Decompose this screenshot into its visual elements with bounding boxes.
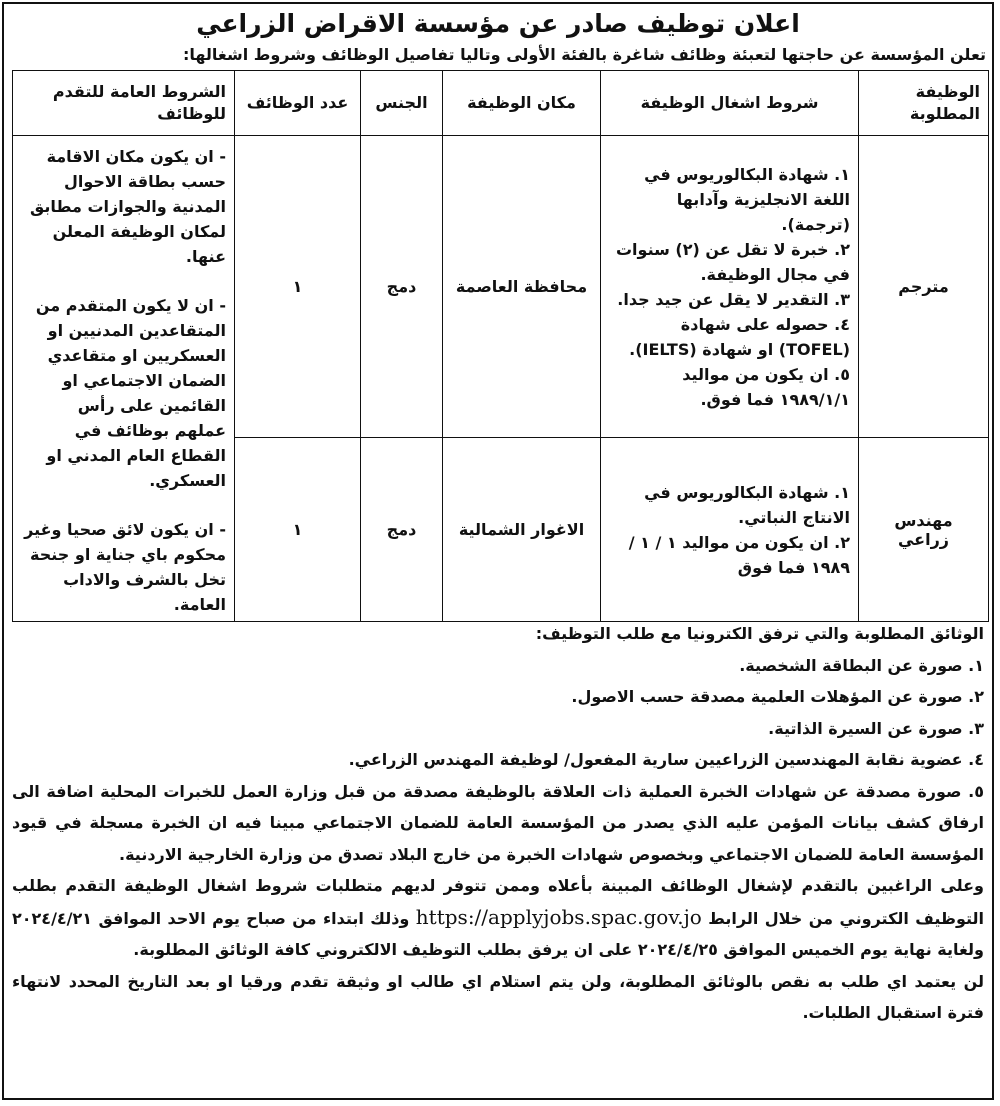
header-location: مكان الوظيفة	[443, 71, 601, 136]
document-item: ١. صورة عن البطاقة الشخصية.	[739, 655, 984, 675]
jobs-table	[12, 70, 989, 622]
job-conditions	[601, 438, 859, 622]
document-item: ٤. عضوية نقابة المهندسين الزراعيين سارية المفعول/ لوظيفة المهندس الزراعي.	[348, 750, 984, 769]
general-condition-item: - ان يكون لائق صحيا وغير محكوم باي جناية او جنحة تخل بالشرف والاداب العامة.	[24, 520, 226, 614]
job-location: محافظة العاصمة	[443, 136, 601, 438]
announcement-title: اعلان توظيف صادر عن مؤسسة الاقراض الزراعي	[196, 9, 800, 38]
condition-item: ١. شهادة البكالوريوس في اللغة الانجليزية وآدابها (ترجمة).	[644, 164, 850, 234]
document-item: ٣. صورة عن السيرة الذاتية.	[768, 718, 984, 738]
job-title: مهندس زراعي	[859, 438, 989, 622]
job-announcement	[2, 2, 994, 1100]
header-general-conditions: الشروط العامة للتقدم للوظائف	[13, 71, 235, 136]
documents-heading: الوثائق المطلوبة والتي ترفق الكترونيا مع طلب التوظيف:	[535, 624, 984, 643]
application-text-after: وذلك ابتداء من صباح يوم الاحد الموافق ٢٠٢٤/٤/٢١ ولغاية نهاية يوم الخميس الموافق ٢٠٢٤/٤/٢٥ على ان يرفق بطلب التوظيف الالكتروني كافة الوثائق المطلوبة.	[12, 908, 984, 959]
job-conditions	[601, 136, 859, 438]
job-count: ١	[235, 438, 361, 622]
application-instructions	[12, 870, 984, 966]
header-gender: الجنس	[361, 71, 443, 136]
application-url-link[interactable]: https://applyjobs.spac.gov.jo	[415, 904, 702, 929]
table-header-row	[13, 71, 989, 136]
general-conditions	[13, 136, 235, 622]
document-item: ٢. صورة عن المؤهلات العلمية مصدقة حسب الاصول.	[571, 687, 984, 706]
table-row	[13, 136, 989, 438]
document-item: ٥. صورة مصدقة عن شهادات الخبرة العملية ذات العلاقة بالوظيفة مصدقة من قبل وزارة العمل للخبرات المحلية اضافة الى ارفاق كشف بيانات المؤمن عليه الذي يصدر من المؤسسة العامة للضمان الاجتماعي مبينا فيه ان الخبرة مسجلة في قيود المؤسسة العامة للضمان الاجتماعي وبخصوص شهادات الخبرة من خارج البلاد تصدق من وزارة الخارجية الاردنية.	[12, 781, 984, 864]
condition-item: ٣. التقدير لا يقل عن جيد جدا.	[617, 289, 850, 309]
header-conditions: شروط اشغال الوظيفة	[601, 71, 859, 136]
announcement-intro: تعلن المؤسسة عن حاجتها لتعبئة وظائف شاغرة بالفئة الأولى وتاليا تفاصيل الوظائف وشروط اشغالها:	[182, 45, 986, 64]
condition-item: ٢. خبرة لا تقل عن (٢) سنوات في مجال الوظيفة.	[615, 239, 850, 284]
job-gender: دمج	[361, 136, 443, 438]
condition-item: ٤. حصوله على شهادة (TOFEL) او شهادة (IELTS).	[629, 314, 850, 359]
documents-section	[12, 618, 984, 1029]
job-count: ١	[235, 136, 361, 438]
condition-item: ٥. ان يكون من مواليد ١٩٨٩/١/١ فما فوق.	[682, 364, 850, 409]
header-count: عدد الوظائف	[235, 71, 361, 136]
closing-note: لن يعتمد اي طلب به نقص بالوثائق المطلوبة، ولن يتم استلام اي طالب او وثيقة تقدم ورقيا او بعد التاريخ المحدد لانتهاء فترة استقبال الطلبات.	[12, 971, 984, 1022]
condition-item: ٢. ان يكون من مواليد ١ / ١ / ١٩٨٩ فما فوق	[628, 532, 850, 577]
general-condition-item: - ان لا يكون المتقدم من المتقاعدين المدنيين او العسكريين او متقاعدي الضمان الاجتماعي او القائمين على رأس عملهم بوظائف في القطاع العام المدني او العسكري.	[35, 296, 226, 490]
job-title: مترجم	[859, 136, 989, 438]
job-gender: دمج	[361, 438, 443, 622]
job-location: الاغوار الشمالية	[443, 438, 601, 622]
header-job: الوظيفة المطلوبة	[859, 71, 989, 136]
general-condition-item: - ان يكون مكان الاقامة حسب بطاقة الاحوال المدنية والجوازات مطابق لمكان الوظيفة المعلن عنها.	[29, 147, 226, 266]
condition-item: ١. شهادة البكالوريوس في الانتاج النباتي.	[644, 482, 850, 527]
application-text-before: وعلى الراغبين بالتقدم لإشغال الوظائف المبينة بأعلاه وممن تتوفر لديهم متطلبات شروط اشغال الوظيفة التقدم بطلب التوظيف الكتروني من خلال الرابط	[12, 876, 985, 928]
